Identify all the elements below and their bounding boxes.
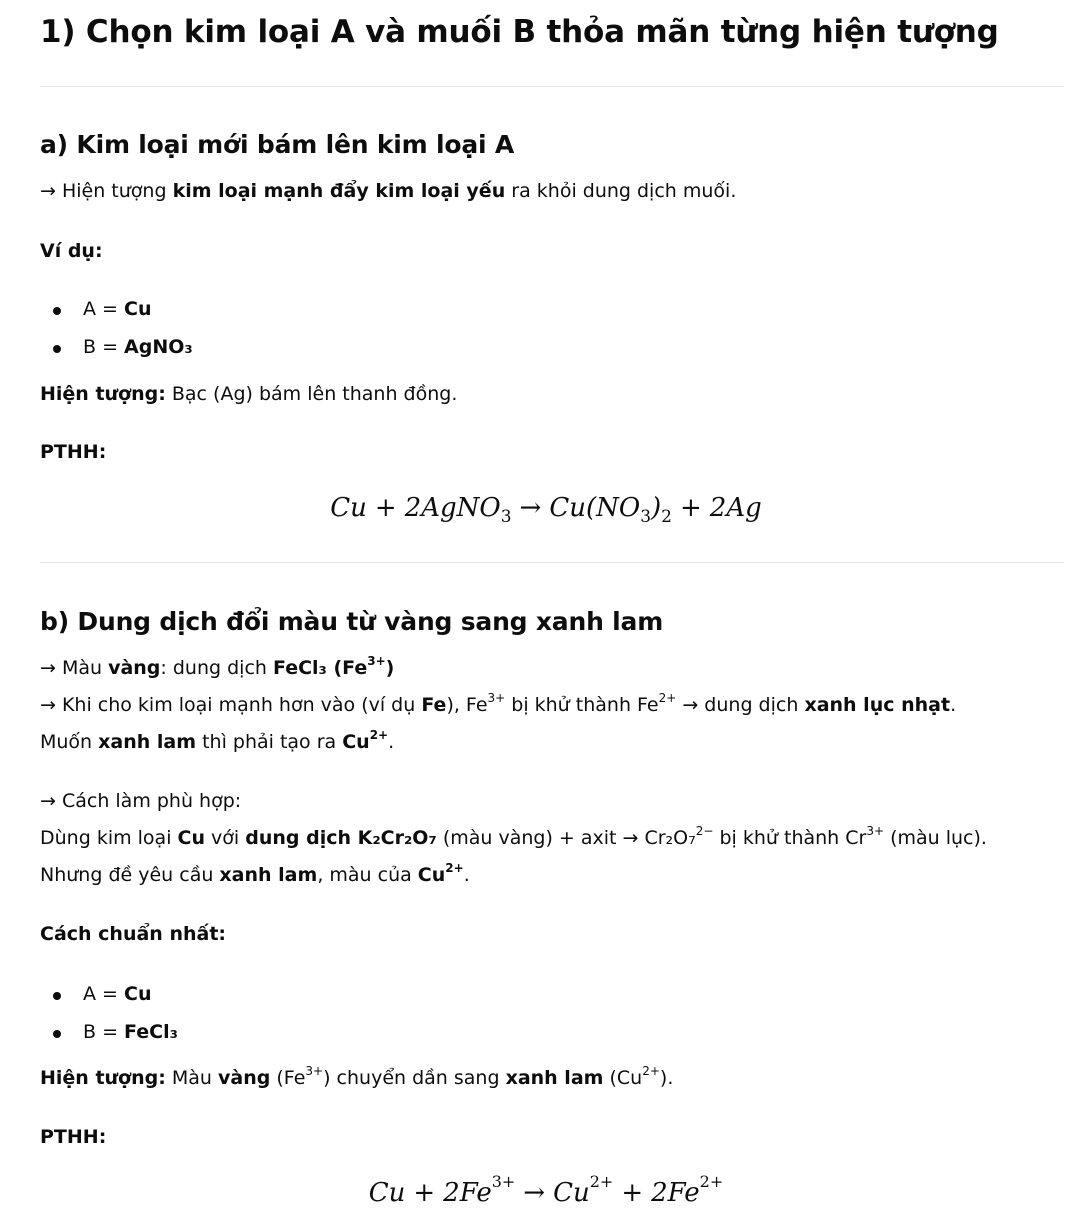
eq-term: 2Fe	[651, 1178, 700, 1208]
item-prefix: A =	[83, 983, 124, 1005]
section-b-line1	[40, 654, 1064, 683]
bold-text: FeCl₃ (Fe	[272, 657, 368, 679]
eq-superscript: 2+	[699, 1172, 724, 1192]
text: thì phải tạo ra	[196, 731, 343, 753]
pthh-label: PTHH:	[40, 1126, 107, 1148]
eq-operator: +	[413, 1178, 436, 1208]
text: (Fe	[270, 1067, 306, 1089]
text: : dung dịch	[160, 657, 273, 679]
text: → dung dịch	[676, 694, 805, 716]
section-b-list	[40, 980, 1064, 1056]
section-b-equation-label	[40, 1123, 1064, 1152]
text: ), Fe	[446, 694, 488, 716]
bold-text: vàng	[218, 1067, 271, 1089]
eq-subscript: 3	[500, 507, 512, 528]
eq-operator: +	[621, 1178, 644, 1208]
section-b-line2	[40, 691, 1064, 720]
eq-superscript: 2+	[589, 1172, 614, 1192]
bold-text: xanh lam	[505, 1067, 604, 1089]
item-prefix: A =	[83, 298, 124, 320]
pthh-label: PTHH:	[40, 441, 107, 463]
section-a-equation-label	[40, 438, 1064, 467]
superscript: 2−	[695, 823, 714, 838]
section-a-heading: a) Kim loại mới bám lên kim loại A	[40, 130, 515, 159]
section-a-list	[40, 295, 1064, 371]
list-item	[40, 333, 1064, 371]
bold-text: )	[385, 657, 395, 679]
eq-term: Cu	[330, 493, 367, 523]
section-a-phenomenon	[40, 380, 1064, 409]
eq-term: Cu	[553, 1178, 590, 1208]
eq-term: 2AgNO	[404, 493, 501, 523]
eq-operator: +	[680, 493, 702, 523]
text: Dùng kim loại	[40, 827, 178, 849]
text: → Khi cho kim loại mạnh hơn vào (ví dụ	[40, 694, 422, 716]
bold-text: Cu	[177, 827, 205, 849]
superscript: 3+	[866, 823, 885, 838]
intro-suffix: ra khỏi dung dịch muối.	[505, 180, 737, 202]
text: bị khử thành Fe	[505, 694, 659, 716]
eq-subscript: 2	[661, 507, 672, 528]
eq-arrow: →	[523, 1178, 546, 1208]
item-value: FeCl₃	[124, 1021, 178, 1043]
divider	[40, 86, 1064, 87]
eq-term: 2Fe	[443, 1178, 492, 1208]
superscript: 2+	[445, 860, 464, 875]
text: Muốn	[40, 731, 99, 753]
section-a-intro	[40, 177, 1064, 206]
superscript: 2+	[369, 727, 389, 742]
eq-superscript: 3+	[491, 1172, 516, 1192]
bold-text: xanh lam	[98, 731, 197, 753]
example-label-text: Ví dụ:	[40, 240, 103, 262]
phenomenon-label: Hiện tượng:	[40, 1067, 166, 1089]
intro-prefix: → Hiện tượng	[40, 180, 173, 202]
text: ).	[659, 1067, 674, 1089]
bold-text: xanh lục nhạt	[804, 694, 951, 716]
superscript: 3+	[305, 1063, 324, 1078]
list-item	[40, 1018, 1064, 1056]
item-value: Cu	[124, 298, 152, 320]
text: ) chuyển dần sang	[323, 1067, 506, 1089]
text: .	[388, 731, 395, 753]
item-value: AgNO₃	[124, 336, 193, 358]
section-b-line3	[40, 728, 1064, 757]
eq-term: Cu(NO	[549, 493, 641, 523]
text: Màu	[165, 1067, 219, 1089]
text: (màu lục).	[884, 827, 987, 849]
text: với	[205, 827, 246, 849]
phenomenon-label: Hiện tượng:	[40, 383, 166, 405]
eq-term: Cu	[368, 1178, 406, 1208]
list-item	[40, 980, 1064, 1018]
item-value: Cu	[124, 983, 152, 1005]
divider	[40, 562, 1064, 563]
superscript: 3+	[487, 690, 506, 705]
bold-text: Cu	[417, 864, 446, 886]
section-b-line4: → Cách làm phù hợp:	[40, 790, 242, 812]
bold-text: xanh lam	[219, 864, 318, 886]
eq-term: 2Ag	[709, 493, 762, 523]
section-b-phenomenon	[40, 1064, 1064, 1093]
eq-subscript: 3	[640, 507, 652, 528]
bold-text: Fe	[421, 694, 447, 716]
bold-text: Cu	[342, 731, 370, 753]
superscript: 2+	[642, 1063, 660, 1078]
example-label	[40, 237, 1064, 266]
eq-paren: )	[651, 493, 662, 523]
text: .	[463, 864, 470, 886]
text: → Màu	[40, 657, 109, 679]
eq-operator: +	[374, 493, 397, 523]
text: Nhưng đề yêu cầu	[40, 864, 220, 886]
text: (màu vàng) + axit → Cr₂O₇	[436, 827, 696, 849]
equation-a	[0, 488, 1092, 531]
text: .	[950, 694, 957, 716]
best-label-text: Cách chuẩn nhất:	[40, 923, 227, 945]
list-item	[40, 295, 1064, 333]
text: bị khử thành Cr	[713, 827, 867, 849]
eq-arrow: →	[519, 493, 542, 523]
phenomenon-text: Bạc (Ag) bám lên thanh đồng.	[165, 383, 458, 405]
best-label	[40, 920, 1064, 949]
equation-b	[0, 1173, 1092, 1213]
bold-text: dung dịch K₂Cr₂O₇	[245, 827, 437, 849]
section-b-line6	[40, 861, 1064, 890]
page-title: 1) Chọn kim loại A và muối B thỏa mãn từng hiện tượng	[40, 14, 999, 50]
superscript: 3+	[367, 653, 386, 668]
item-prefix: B =	[83, 1021, 125, 1043]
text: (Cu	[603, 1067, 643, 1089]
section-b-line5	[40, 824, 1064, 853]
bold-text: vàng	[108, 657, 161, 679]
item-prefix: B =	[83, 336, 125, 358]
intro-bold: kim loại mạnh đẩy kim loại yếu	[172, 180, 506, 202]
text: , màu của	[317, 864, 418, 886]
superscript: 2+	[658, 690, 677, 705]
section-b-heading: b) Dung dịch đổi màu từ vàng sang xanh lam	[40, 607, 664, 636]
